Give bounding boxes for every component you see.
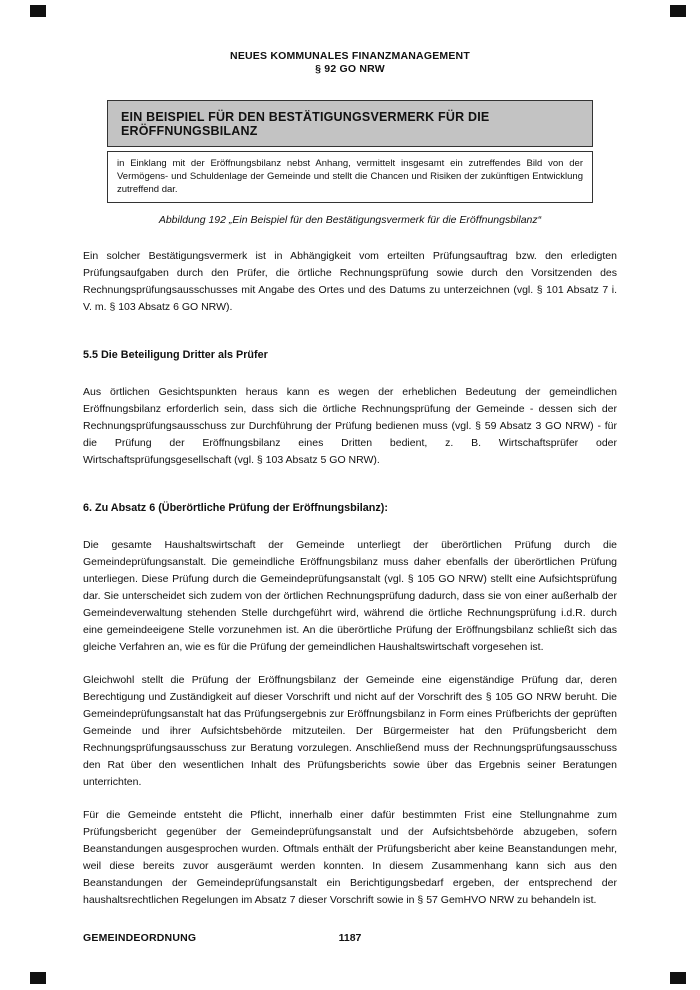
section-heading-6: 6. Zu Absatz 6 (Überörtliche Prüfung der Eröffnungsbilanz): [83, 502, 388, 514]
registration-mark-top-left [30, 5, 46, 17]
document-footer [83, 932, 617, 946]
paragraph-municipality-obligation: Für die Gemeinde entsteht die Pflicht, innerhalb einer dafür bestimmten Frist eine Stellungnahme zum Prüfungsbericht gegenüber der Gemeindeprüfungsanstalt und der Aufsichtsbehörde abzugeben, sofern Beanstandungen ausgesprochen wurden. Oftmals enthält der Prüfungsbericht aber keine Beanstandungen mehr, weil diese bereits zuvor ausgeräumt werden konnten. In diesem Zusammenhang kann sich aus den Beanstandungen der Gemeindeprüfungsanstalt ein Berichtigungsbedarf ergeben, der entsprechend der haushaltsrechtlichen Regelungen im Absatz 7 dieser Vorschrift sowie in § 57 GemHVO NRW zu behandeln ist. [83, 809, 617, 906]
paragraph-third-party-auditors: Aus örtlichen Gesichtspunkten heraus kann es wegen der erheblichen Bedeutung der gemeindlichen Eröffnungsbilanz erforderlich sein, dass sich die örtliche Rechnungsprüfung der Gemeinde - dessen sich der Rechnungsprüfungsausschuss zur Durchführung der Prüfung bedienen muss (vgl. § 59 Absatz 3 GO NRW) - für die Prüfung der Eröffnungsbilanz eines Dritten bedient, z. B. Wirtschaftsprüfer oder Wirtschaftsprüfungsgesellschaft (vgl. § 103 Absatz 5 GO NRW). [83, 386, 617, 466]
figure-192-block [107, 100, 593, 203]
paragraph-signing-requirements: Ein solcher Bestätigungsvermerk ist in Abhängigkeit vom erteilten Prüfungsauftrag bzw. den erledigten Prüfungsaufgaben durch den Prüfer, die örtliche Rechnungsprüfung sowie durch den Vorsitzenden des Rechnungsprüfungsausschusses mit Angabe des Ortes und des Datums zu unterzeichnen (vgl. § 101 Absatz 7 i. V. m. § 103 Absatz 6 GO NRW). [83, 250, 617, 313]
registration-mark-bottom-left [30, 972, 46, 984]
footer-label: GEMEINDEORDNUNG [83, 932, 197, 944]
registration-mark-top-right [670, 5, 686, 17]
page-number: 1187 [338, 932, 362, 944]
document-header [83, 50, 617, 76]
section-heading-5-5: 5.5 Die Beteiligung Dritter als Prüfer [83, 349, 268, 361]
registration-mark-bottom-right [670, 972, 686, 984]
paragraph-supra-local-audit: Die gesamte Haushaltswirtschaft der Gemeinde unterliegt der überörtlichen Prüfung durch die Gemeindeprüfungsanstalt. Die gemeindliche Eröffnungsbilanz muss daher ebenfalls der überörtlichen Prüfung unterliegen. Diese Prüfung durch die Gemeindeprüfungsanstalt (vgl. § 105 GO NRW) stellt eine Aufsichtsprüfung dar. Sie unterscheidet sich zudem von der örtlichen Rechnungsprüfung dadurch, dass sie von einer außerhalb der Gemeindeverwaltung stehenden Stelle durchgeführt wird, während die örtliche Rechnungsprüfung i.d.R. durch eine gemeindeeigene Stelle vorzunehmen ist. An die überörtliche Prüfung der Eröffnungsbilanz schließt sich das gleiche Verfahren an, wie es für die Prüfung der gemeindlichen Haushaltswirtschaft vorgesehen ist. [83, 539, 617, 653]
document-header-subtitle: § 92 GO NRW [315, 63, 385, 75]
document-header-title: NEUES KOMMUNALES FINANZMANAGEMENT [230, 50, 470, 62]
figure-caption: Abbildung 192 „Ein Beispiel für den Bestätigungsvermerk für die Eröffnungsbilanz“ [158, 214, 542, 226]
figure-title-box: EIN BEISPIEL FÜR DEN BESTÄTIGUNGSVERMERK FÜR DIE ERÖFFNUNGSBILANZ [107, 100, 593, 147]
paragraph-independent-audit: Gleichwohl stellt die Prüfung der Eröffnungsbilanz der Gemeinde eine eigenständige Prüfung dar, deren Berechtigung und Zuständigkeit auf dieser Vorschrift und nicht auf der Vorschrift des § 105 GO NRW beruht. Die Gemeindeprüfungsanstalt hat das Prüfungsergebnis zur Eröffnungsbilanz in Form eines Prüfberichts der geprüften Gemeinde und ihrer Aufsichtsbehörde mitzuteilen. Der Bürgermeister hat den Prüfungsbericht dem Rechnungsprüfungsausschuss zur Beratung vorzulegen. Anschließend muss der Rechnungsprüfungsausschuss den Rat über den wesentlichen Inhalt des Prüfungsberichts sowie über das Ergebnis seiner Beratungen unterrichten. [83, 674, 617, 788]
figure-body-box: in Einklang mit der Eröffnungsbilanz nebst Anhang, vermittelt insgesamt ein zutreffendes Bild von der Vermögens- und Schuldenlage der Gemeinde und stellt die Chancen und Risiken der zukünftigen Entwicklung zutreffend dar. [107, 151, 593, 203]
